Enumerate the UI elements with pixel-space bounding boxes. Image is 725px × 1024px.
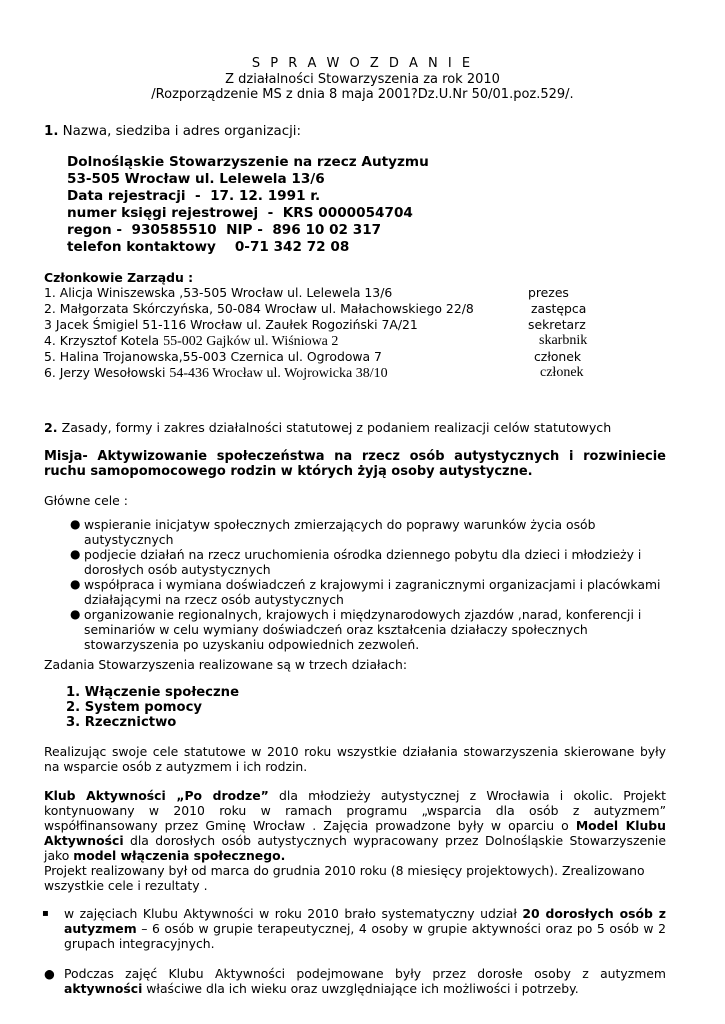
list-item bbox=[44, 966, 666, 996]
board-member bbox=[44, 285, 604, 301]
board-member bbox=[44, 301, 604, 317]
club-paragraph bbox=[44, 788, 666, 863]
result-text: Podczas zajęć Klubu Aktywności podejmowane były przez dorosłe osoby z autyzmem bbox=[64, 966, 666, 981]
club-project-period: Projekt realizowany był od marca do grudnia 2010 roku (8 miesięcy projektowych). Zrealizowano wszystkie cele i rezultaty . bbox=[44, 863, 645, 893]
board-member bbox=[44, 349, 604, 365]
task-item: 1. Włączenie społeczne bbox=[66, 685, 240, 700]
square-bullet-icon: ▪ bbox=[42, 908, 49, 919]
goal-text: współpraca i wymiana doświadczeń z krajowymi i zagranicznymi organizacjami i placówkami działającymi na rzecz osób autystycznych bbox=[84, 577, 661, 607]
member-details: 1. Alicja Winiszewska ,53-505 Wrocław ul. Lelewela 13/6 bbox=[44, 285, 393, 300]
board-member bbox=[44, 333, 604, 349]
report-header bbox=[0, 56, 725, 103]
bullet-icon: ● bbox=[70, 547, 81, 561]
member-address: 54-436 Wrocław ul. Wojrowicka 38/10 bbox=[169, 366, 388, 381]
list-item bbox=[70, 577, 668, 607]
bullet-icon: ● bbox=[44, 966, 55, 981]
result-highlight: aktywności bbox=[64, 981, 143, 996]
member-address: 55-002 Gajków ul. Wiśniowa 2 bbox=[163, 334, 339, 349]
member-role: członek bbox=[540, 365, 584, 380]
list-item bbox=[70, 607, 668, 652]
result-text: właściwe dla ich wieku oraz uwzględniające ich możliwości i potrzeby. bbox=[142, 981, 579, 996]
board-member bbox=[44, 317, 604, 333]
org-krs: numer księgi rejestrowej - KRS 0000054704 bbox=[67, 205, 413, 221]
club-text: dla młodzieży autystycznej z Wrocławia i okolic. Projekt kontynuowany w 2010 roku w ramach programu „wsparcia dla osób z autyzmem” współfinansowany przez Gminę Wrocław . Zajęcia prowadzone były w oparciu o bbox=[44, 788, 666, 833]
section-2-number: 2. bbox=[44, 420, 58, 435]
member-role: członek bbox=[534, 349, 582, 364]
regulation-reference: /Rozporządzenie MS z dnia 8 maja 2001?Dz.U.Nr 50/01.poz.529/. bbox=[151, 87, 574, 102]
section-1-title: Nazwa, siedziba i adres organizacji: bbox=[58, 124, 302, 139]
member-name: 6. Jerzy Wesołowski bbox=[44, 365, 170, 380]
tasks-intro: Zadania Stowarzyszenia realizowane są w trzech działach: bbox=[44, 657, 407, 672]
summary-paragraph: Realizując swoje cele statutowe w 2010 roku wszystkie działania stowarzyszenia skierowane były na wsparcie osób z autyzmem i ich rodzin. bbox=[44, 744, 666, 774]
goal-text: wspieranie inicjatyw społecznych zmierzających do poprawy warunków życia osób autystycznych bbox=[84, 517, 596, 547]
goals-list bbox=[70, 517, 668, 652]
task-item: 3. Rzecznictwo bbox=[66, 715, 177, 730]
goal-text: podjecie działań na rzecz uruchomienia ośrodka dziennego pobytu dla dzieci i młodzieży i dorosłych osób autystycznych bbox=[84, 547, 642, 577]
org-phone: telefon kontaktowy 0-71 342 72 08 bbox=[67, 239, 350, 255]
club-text: dla dorosłych osób autystycznych wypracowany przez Dolnośląskie Stowarzyszenie jako bbox=[44, 833, 666, 863]
report-title: S P R A W O Z D A N I E bbox=[251, 56, 474, 71]
org-registration-date: Data rejestracji - 17. 12. 1991 r. bbox=[67, 188, 321, 204]
list-item bbox=[42, 906, 667, 951]
report-subtitle: Z działalności Stowarzyszenia za rok 2010 bbox=[225, 71, 500, 87]
result-text: w zajęciach Klubu Aktywności w roku 2010 brało systematyczny udział bbox=[64, 906, 523, 921]
goals-heading: Główne cele : bbox=[44, 493, 128, 508]
member-role: prezes bbox=[528, 285, 569, 300]
board-member bbox=[44, 365, 604, 381]
result-highlight: 20 dorosłych osób z autyzmem bbox=[64, 906, 667, 936]
org-address: 53-505 Wrocław ul. Lelewela 13/6 bbox=[67, 171, 325, 187]
member-details: 3 Jacek Śmigiel 51-116 Wrocław ul. Zaułek Rogoziński 7A/21 bbox=[44, 317, 418, 332]
org-name: Dolnośląskie Stowarzyszenie na rzecz Autyzmu bbox=[67, 154, 429, 170]
task-item: 2. System pomocy bbox=[66, 700, 203, 715]
club-name: Klub Aktywności „Po drodze” bbox=[44, 788, 269, 803]
section-2-heading bbox=[44, 420, 666, 435]
section-1-number: 1. bbox=[44, 124, 59, 139]
club-model: Model Klubu Aktywności bbox=[44, 818, 666, 848]
bullet-icon: ● bbox=[70, 577, 81, 591]
bullet-icon: ● bbox=[70, 517, 81, 531]
section-1-heading bbox=[44, 124, 301, 139]
member-details: 5. Halina Trojanowska,55-003 Czernica ul. Ogrodowa 7 bbox=[44, 349, 382, 364]
member-role: sekretarz bbox=[528, 317, 586, 332]
section-2-title: Zasady, formy i zakres działalności statutowej z podaniem realizacji celów statutowych bbox=[57, 420, 612, 435]
member-role: zastępca bbox=[531, 301, 587, 316]
organization-details bbox=[67, 154, 429, 256]
goal-text: organizowanie regionalnych, krajowych i międzynarodowych zjazdów ,narad, konferencji i seminariów w celu wymiany doświadczeń oraz kształcenia działaczy społecznych stowarzyszenia po uzyskaniu odpowiednich zezwoleń. bbox=[84, 607, 642, 652]
list-item bbox=[70, 547, 668, 577]
bullet-icon: ● bbox=[70, 607, 81, 621]
org-regon-nip: regon - 930585510 NIP - 896 10 02 317 bbox=[67, 222, 382, 238]
result-text: – 6 osób w grupie terapeutycznej, 4 osoby w grupie aktywności oraz po 5 osób w 2 grupach integracyjnych. bbox=[64, 921, 666, 951]
member-role: skarbnik bbox=[539, 333, 588, 348]
member-name: 4. Krzysztof Kotela bbox=[44, 333, 164, 348]
tasks-list bbox=[66, 685, 239, 730]
member-details: 2. Małgorzata Skórczyńska, 50-084 Wrocław ul. Małachowskiego 22/8 bbox=[44, 301, 474, 316]
board-heading: Członkowie Zarządu : bbox=[44, 270, 194, 285]
list-item bbox=[70, 517, 668, 547]
board-members-list bbox=[44, 285, 604, 381]
mission-statement: Misja- Aktywizowanie społeczeństwa na rzecz osób autystycznych i rozwiniecie ruchu samopomocowego rodzin w których żyją osoby autystyczne. bbox=[44, 449, 666, 479]
club-model-inclusion: model włączenia społecznego. bbox=[73, 848, 286, 863]
